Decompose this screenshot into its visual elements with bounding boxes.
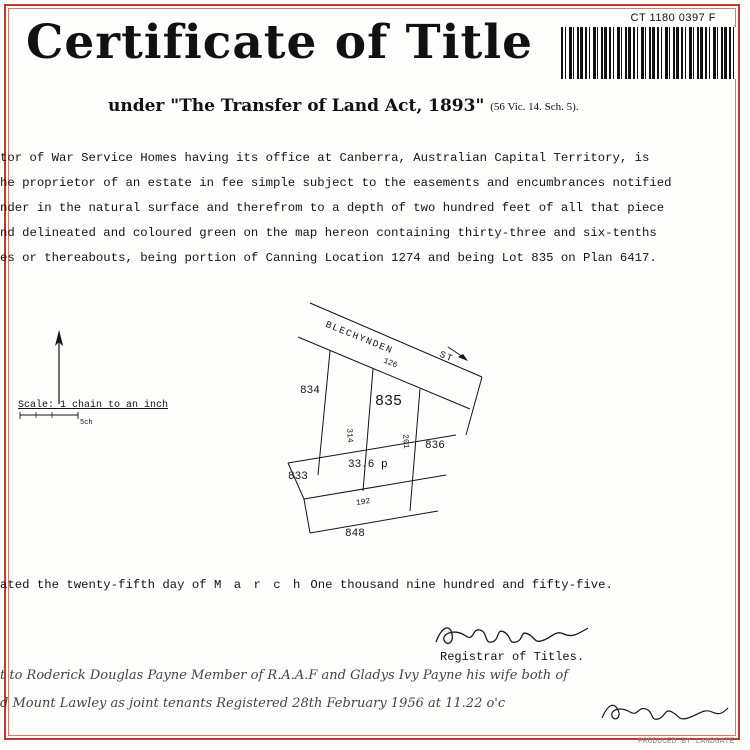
lot-label-848: 848 — [345, 528, 365, 540]
lot-label-835: 835 — [375, 393, 403, 410]
body-line-4: nd delineated and coloured green on the map hereon containing thirty-three and six-tenths — [0, 226, 657, 240]
bearing-label-3: 201 — [400, 434, 411, 449]
svg-text:5ch: 5ch — [80, 419, 93, 427]
annotation-line-1: t to Roderick Douglas Payne Member of R.A.A.F and Gladys Ivy Payne his wife both of — [0, 668, 569, 683]
survey-diagram — [270, 285, 520, 550]
bearing-label-2: 314 — [344, 428, 355, 443]
bearing-label-1: 126 — [381, 356, 399, 371]
bottom-signature-icon — [600, 700, 730, 726]
body-text — [0, 146, 700, 271]
barcode-label: CT 1180 0397 F — [630, 12, 716, 24]
street-suffix-label: ST — [437, 349, 456, 365]
body-line-1: tor of War Service Homes having its office at Canberra, Australian Capital Territory, is — [0, 151, 650, 165]
lot-area-label: 33.6 p — [348, 459, 388, 471]
signature-icon — [432, 622, 592, 648]
page-title: Certificate of Title — [26, 15, 533, 70]
dated-suffix: One thousand nine hundred and fifty-five. — [310, 578, 613, 592]
annotation-line-2: d Mount Lawley as joint tenants Registered 28th February 1956 at 11.22 o'c — [0, 696, 506, 711]
subtitle-citation: (56 Vic. 14. Sch. 5). — [490, 101, 579, 113]
dated-line — [0, 578, 613, 592]
body-line-2: he proprietor of an estate in fee simple subject to the easements and encumbrances notified — [0, 176, 672, 190]
page-subtitle — [108, 96, 579, 116]
body-line-3: nder in the natural surface and therefrom to a depth of two hundred feet of all that piece — [0, 201, 665, 215]
scale-bar-icon — [18, 412, 108, 426]
scale-note: Scale: 1 chain to an inch — [18, 400, 169, 411]
registrar-caption: Registrar of Titles. — [440, 650, 585, 664]
street-name-label: BLECHYNDEN — [323, 319, 395, 357]
lot-label-834: 834 — [300, 385, 320, 397]
bearing-label-4: 192 — [355, 496, 372, 509]
footer-faint-text: PRODUCED BY LANDGATE — [637, 737, 734, 746]
lot-label-836: 836 — [425, 440, 445, 452]
lot-label-833: 833 — [288, 471, 308, 483]
body-line-5: es or thereabouts, being portion of Canning Location 1274 and being Lot 835 on Plan 6417. — [0, 251, 657, 265]
barcode-icon — [561, 27, 736, 79]
dated-month: M a r c h — [214, 578, 303, 592]
dated-prefix: ated the twenty-fifth day of — [0, 578, 207, 592]
north-arrow-icon — [44, 330, 74, 408]
subtitle-text: under "The Transfer of Land Act, 1893" — [108, 96, 485, 116]
